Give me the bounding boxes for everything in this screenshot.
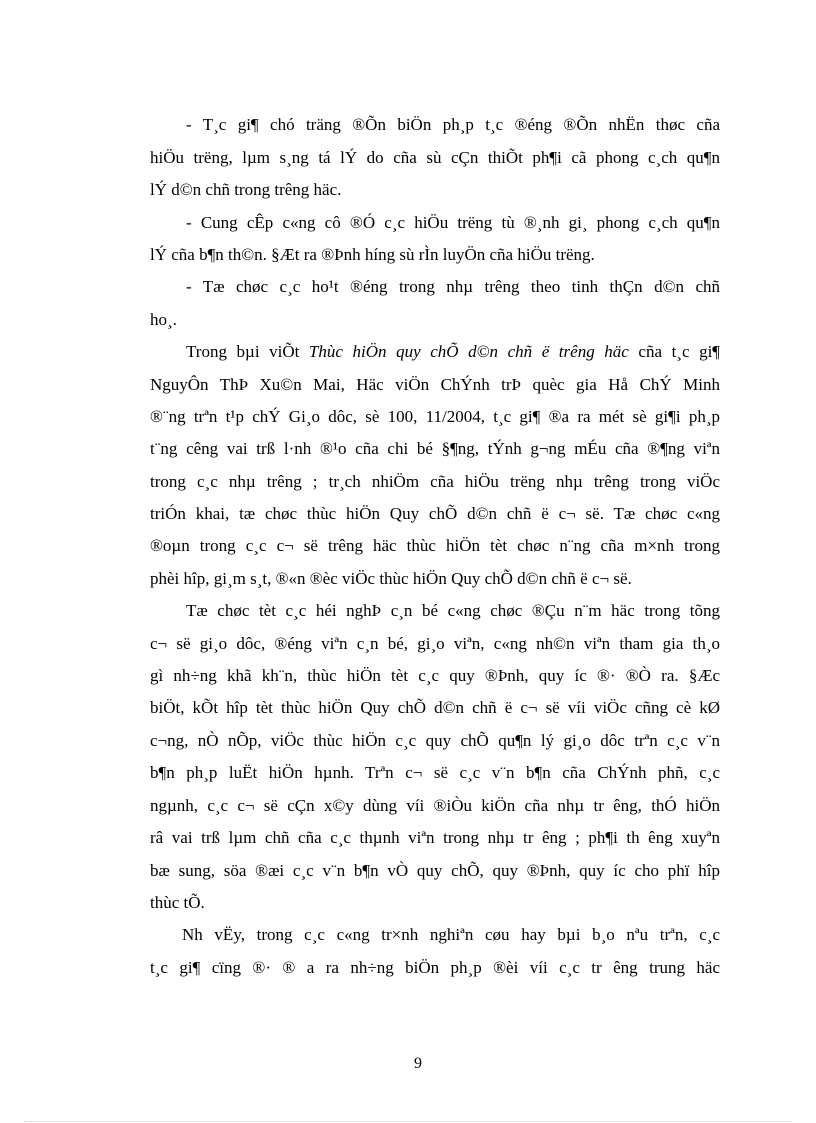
paragraph-line: bæ sung, söa ®æi c¸c v¨n b¶n vÒ quy chÕ, quy ®Þnh, quy íc cho phï hîp <box>150 861 720 880</box>
paragraph-line: ngµnh, c¸c c¬ së cÇn x©y dùng víi ®iÒu kiÖn cña nhµ tr êng, thÓ hiÖn <box>150 796 720 815</box>
article-title: Thùc hiÖn quy chÕ d©n chñ ë trêng häc <box>308 342 629 361</box>
paragraph-line: - Cung cÊp c«ng cô ®Ó c¸c hiÖu trëng tù ®¸nh gi¸ phong c¸ch qu¶n <box>186 213 720 232</box>
paragraph-line: gì nh÷ng khã kh¨n, thùc hiÖn tèt c¸c quy ®Þnh, quy íc ®· ®Ò ra. §Æc <box>150 666 720 685</box>
paragraph-line: Tæ chøc tèt c¸c héi nghÞ c¸n bé c«ng chøc ®Çu n¨m häc trong tõng <box>186 601 720 620</box>
paragraph-line: t¸c gi¶ cïng ®· ® a ra nh÷ng biÖn ph¸p ®èi víi c¸c tr êng trung häc <box>150 958 720 977</box>
text-run: Trong bµi viÕt <box>186 342 309 361</box>
paragraph-line: c¬ng, nÒ nÕp, viÖc thùc hiÖn c¸c quy chÕ qu¶n lý gi¸o dôc trªn c¸c v¨n <box>150 731 720 750</box>
paragraph-line: NguyÔn ThÞ Xu©n Mai, Häc viÖn ChÝnh trÞ quèc gia Hå ChÝ Minh <box>150 375 720 394</box>
paragraph-line: lÝ cña b¶n th©n. §Æt ra ®Þnh híng sù rÌn luyÖn cña hiÖu trëng. <box>150 245 595 264</box>
paragraph-line: t¨ng cêng vai trß l·nh ®¹o cña chi bé §¶ng, tÝnh g¬ng mÉu cña ®¶ng viªn <box>150 439 720 458</box>
paragraph-line: Nh vËy, trong c¸c c«ng tr×nh nghiªn cøu hay bµi b¸o nªu trªn, c¸c <box>182 925 720 944</box>
paragraph-line: ®oµn trong c¸c c¬ së trêng häc thùc hiÖn tèt chøc n¨ng cña m×nh trong <box>150 536 720 555</box>
paragraph-line: lÝ d©n chñ trong trêng häc. <box>150 180 342 199</box>
paragraph-line: b¶n ph¸p luËt hiÖn hµnh. Trªn c¬ së c¸c v¨n b¶n cña ChÝnh phñ, c¸c <box>150 763 720 782</box>
paragraph-line: râ vai trß lµm chñ cña c¸c thµnh viªn trong nhµ tr êng ; ph¶i th êng xuyªn <box>150 828 720 847</box>
paragraph-line: - T¸c gi¶ chó träng ®Õn biÖn ph¸p t¸c ®éng ®Õn nhËn thøc cña <box>186 115 720 134</box>
paragraph-line: trong c¸c nhµ trêng ; tr¸ch nhiÖm cña hiÖu trëng nhµ trêng trong viÖc <box>150 472 720 491</box>
page-number: 9 <box>414 1055 422 1072</box>
paragraph-line: c¬ së gi¸o dôc, ®éng viªn c¸n bé, gi¸o viªn, c«ng nh©n viªn tham gia th¸o <box>150 634 720 653</box>
paragraph-line: biÖt, kÕt hîp tèt thùc hiÖn Quy chÕ d©n chñ ë c¬ së víi viÖc cñng cè kØ <box>150 698 720 717</box>
paragraph-line: phèi hîp, gi¸m s¸t, ®«n ®èc viÖc thùc hiÖn Quy chÕ d©n chñ ë c¬ së. <box>150 569 632 588</box>
page-bottom-divider <box>24 1121 792 1122</box>
paragraph-line: - Tæ chøc c¸c ho¹t ®éng trong nhµ trêng theo tinh thÇn d©n chñ <box>186 277 720 296</box>
text-run: cña t¸c gi¶ <box>628 342 720 361</box>
paragraph-line: triÓn khai, tæ chøc thùc hiÖn Quy chÕ d©n chñ ë c¬ së. Tæ chøc c«ng <box>150 504 720 523</box>
paragraph-line: thùc tÕ. <box>150 893 205 912</box>
paragraph-line: hiÖu trëng, lµm s¸ng tá lÝ do cña sù cÇn thiÕt ph¶i cã phong c¸ch qu¶n <box>150 148 720 167</box>
paragraph-line: ho¸. <box>150 310 177 329</box>
paragraph-line: ®¨ng trªn t¹p chÝ Gi¸o dôc, sè 100, 11/2004, t¸c gi¶ ®a ra mét sè gi¶i ph¸p <box>150 407 720 426</box>
paragraph-line <box>186 341 720 363</box>
